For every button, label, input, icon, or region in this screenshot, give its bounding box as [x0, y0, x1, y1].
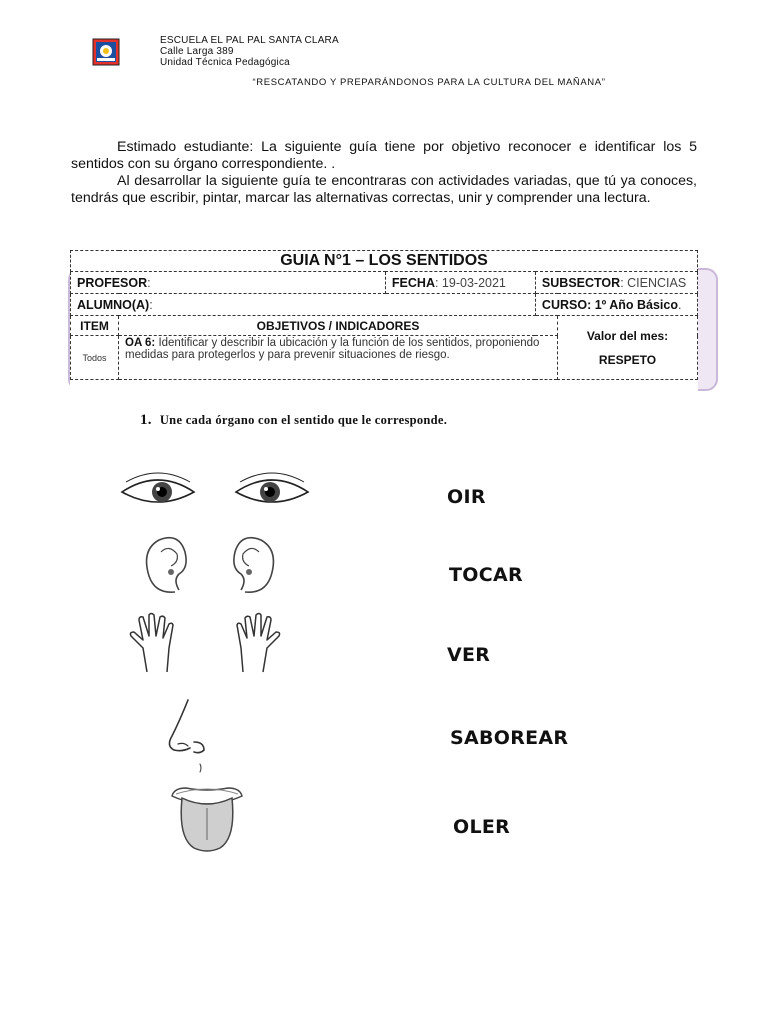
objective-text: OA 6: Identificar y describir la ubicación y la función de los sentidos, proponiendo medidas para protegerlos y para prevenir situaciones de riesgo. — [119, 336, 558, 380]
school-name: ESCUELA EL PAL PAL SANTA CLARA — [160, 35, 339, 46]
guide-header-table — [70, 250, 698, 380]
sense-label-ver: VER — [447, 644, 491, 666]
valor-label: Valor del mes: — [586, 328, 669, 343]
valor-value: RESPETO — [598, 352, 657, 367]
alumno-cell: ALUMNO(A): — [71, 294, 536, 316]
sense-label-saborear: SABOREAR — [450, 727, 569, 749]
hands-icon — [125, 612, 285, 674]
guide-title: GUIA N°1 – LOS SENTIDOS — [71, 251, 698, 272]
item-header: ITEM — [71, 316, 119, 336]
tongue-icon — [168, 782, 246, 854]
question-text: Une cada órgano con el sentido que le corresponde. — [159, 413, 448, 427]
valor-cell — [558, 316, 698, 380]
nose-icon — [160, 696, 215, 774]
profesor-cell: PROFESOR: — [71, 272, 386, 294]
question-number: 1. — [140, 412, 152, 428]
curso-cell: CURSO: 1º Año Básico. — [535, 294, 697, 316]
question-1 — [140, 412, 447, 429]
school-info — [160, 35, 339, 68]
sense-label-oir: OIR — [447, 486, 486, 508]
subsector-cell: SUBSECTOR: CIENCIAS — [535, 272, 697, 294]
school-unit: Unidad Técnica Pedagógica — [160, 57, 290, 68]
sense-label-oler: OLER — [453, 816, 511, 838]
fecha-cell: FECHA: 19-03-2021 — [385, 272, 535, 294]
sense-label-tocar: TOCAR — [449, 564, 523, 586]
objectives-header: OBJETIVOS / INDICADORES — [119, 316, 558, 336]
ears-icon — [135, 532, 285, 602]
school-motto: “RESCATANDO Y PREPARÁNDONOS PARA LA CULTURA DEL MAÑANA” — [252, 77, 606, 88]
intro-paragraph-2: Al desarrollar la siguiente guía te encontraras con actividades variadas, que tú ya conoces, tendrás que escribir, pintar, marcar las alternativas correctas, unir y comprender una lectura. — [71, 173, 697, 206]
item-value: Todos — [71, 336, 119, 380]
intro-paragraph-1: Estimado estudiante: La siguiente guía tiene por objetivo reconocer e identificar los 5 sentidos con su órgano correspondiente. . — [71, 139, 697, 172]
school-address: Calle Larga 389 — [160, 46, 234, 57]
intro-text — [71, 139, 697, 207]
school-logo — [92, 38, 120, 66]
eyes-icon — [118, 470, 313, 514]
